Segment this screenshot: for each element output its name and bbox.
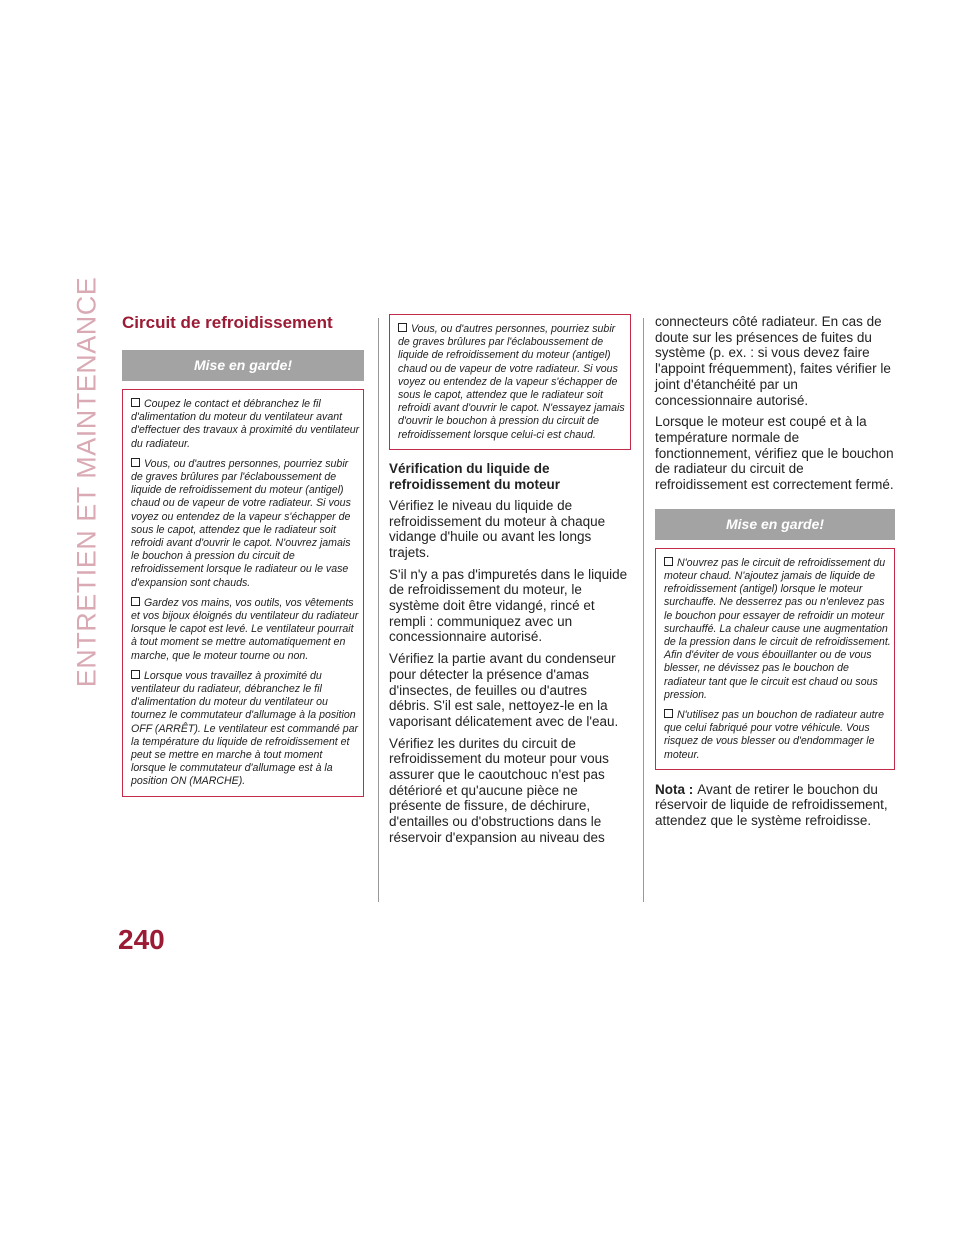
warning-header: Mise en garde!	[122, 350, 364, 381]
warning-item	[131, 458, 360, 590]
note-text: Avant de retirer le bouchon du réservoir de liquide de refroidissement, attendez que le système refroidisse.	[655, 781, 888, 829]
warning-item-text: N'utilisez pas un bouchon de radiateur autre que celui fabriqué pour votre véhicule. Vous risquez de vous blesser ou d'endommager le moteur.	[664, 708, 884, 761]
paragraph: S'il n'y a pas d'impuretés dans le liquide de refroidissement du moteur, le système doit être vidangé, rincé et rempli : communiquez avec un concessionnaire autorisé.	[389, 566, 628, 645]
warning-header: Mise en garde!	[655, 509, 895, 540]
warning-item-text: N'ouvrez pas le circuit de refroidissement du moteur chaud. N'ajoutez jamais de liquide de refroidissement (antigel) lorsque le moteur surchauffe. Ne desserrez pas ou n'enlevez pas le bouchon pour essayer de refroidir un moteur surchauffé. La chaleur cause une augmentation de la pression dans le circuit de refroidissement. Afin d'éviter de vous ébouillanter ou de vous blesser, ne dévissez pas le bouchon de radiateur tant que le circuit est chaud ou sous pression.	[664, 556, 891, 701]
note-label: Nota :	[655, 781, 694, 797]
warning-item	[664, 557, 891, 702]
checkbox-icon	[664, 557, 673, 566]
page-number: 240	[118, 924, 165, 955]
warning-box	[122, 389, 364, 797]
checkbox-icon	[131, 597, 140, 606]
warning-item	[131, 398, 360, 451]
warning-item-text: Gardez vos mains, vos outils, vos vêtements et vos bijoux éloignés du ventilateur du radiateur lorsque le capot est levé. Le ventilateur pourrait à tout moment se mettre automatiquement en marche, que le moteur tourne ou non.	[131, 596, 359, 662]
warning-item	[398, 323, 627, 442]
note-paragraph	[655, 782, 895, 829]
checkbox-icon	[131, 458, 140, 467]
warning-box	[655, 548, 895, 770]
subsection-title: Vérification du liquide de refroidissement du moteur	[389, 460, 561, 492]
paragraph: Vérifiez la partie avant du condenseur pour détecter la présence d'amas d'insectes, de feuilles ou d'autres débris. S'il est sale, nettoyez-le en la vaporisant délicatement avec de l'eau.	[389, 651, 619, 729]
warning-item-text: Vous, ou d'autres personnes, pourriez subir de graves brûlures par l'éclaboussement de liquide de refroidissement du moteur (antigel) chaud ou de vapeur de votre radiateur. Si vous voyez ou entendez de la vapeur s'échapper de sous le capot, attendez que le radiateur soit refroidi avant d'ouvrir le capot. N'ouvrez jamais le bouchon à pression du circuit de refroidissement lorsque le radiateur ou le vase d'expansion sont chauds.	[131, 457, 351, 589]
warning-item	[131, 670, 360, 789]
warning-box-continued	[389, 314, 631, 450]
paragraph: Lorsque le moteur est coupé et à la température normale de fonctionnement, vérifiez que le bouchon de radiateur du circuit de refroidissement est correctement fermé.	[655, 414, 894, 493]
paragraph: Vérifiez le niveau du liquide de refroidissement du moteur à chaque vidange d'huile ou avant les longs trajets.	[389, 497, 606, 560]
checkbox-icon	[398, 323, 407, 332]
paragraph: Vérifiez les durites du circuit de refroidissement du moteur pour vous assurer que le caoutchouc n'est pas détérioré et qu'aucune pièce ne présente de fissure, de déchirure, d'entailles ou d'obstructions dans le réservoir d'expansion au niveau des	[389, 735, 609, 845]
warning-item	[131, 597, 360, 663]
section-side-tab	[70, 276, 104, 688]
warning-item	[664, 709, 891, 762]
checkbox-icon	[664, 709, 673, 718]
column-divider	[643, 318, 644, 902]
checkbox-icon	[131, 398, 140, 407]
warning-item-text: Lorsque vous travaillez à proximité du ventilateur du radiateur, débranchez le fil d'alimentation du moteur du ventilateur ou tournez le commutateur d'allumage à la position OFF (ARRÊT). Le ventilateur est commandé par la température du liquide de refroidissement et peut se mettre en marche à tout moment lorsque le commutateur d'allumage est à la position ON (MARCHE).	[131, 669, 359, 788]
section-title: Circuit de refroidissement	[122, 313, 333, 332]
warning-item-text: Vous, ou d'autres personnes, pourriez subir de graves brûlures par l'éclaboussement de liquide de refroidissement du moteur (antigel) chaud ou de vapeur de votre radiateur. Si vous voyez ou entendez de la vapeur s'échapper de sous le capot, attendez que le radiateur soit refroidi avant d'ouvrir le capot. N'essayez jamais d'ouvrir le bouchon à pression du circuit de refroidissement lorsque celui-ci est chaud.	[398, 323, 625, 441]
section-side-tab-label: ENTRETIEN ET MAINTENANCE	[71, 276, 102, 688]
warning-item-text: Coupez le contact et débranchez le fil d'alimentation du moteur du ventilateur avant d'effectuer des travaux à proximité du ventilateur du radiateur.	[131, 398, 360, 450]
column-divider	[378, 318, 379, 902]
column-2	[389, 314, 631, 852]
column-3	[655, 314, 895, 835]
column-1	[122, 314, 364, 797]
checkbox-icon	[131, 670, 140, 679]
paragraph: connecteurs côté radiateur. En cas de doute sur les présences de fuites du système (p. ex. : si vous devez faire l'appoint fréquemment), faites vérifier le joint d'étanchéité par un concessionnaire autorisé.	[655, 314, 891, 408]
